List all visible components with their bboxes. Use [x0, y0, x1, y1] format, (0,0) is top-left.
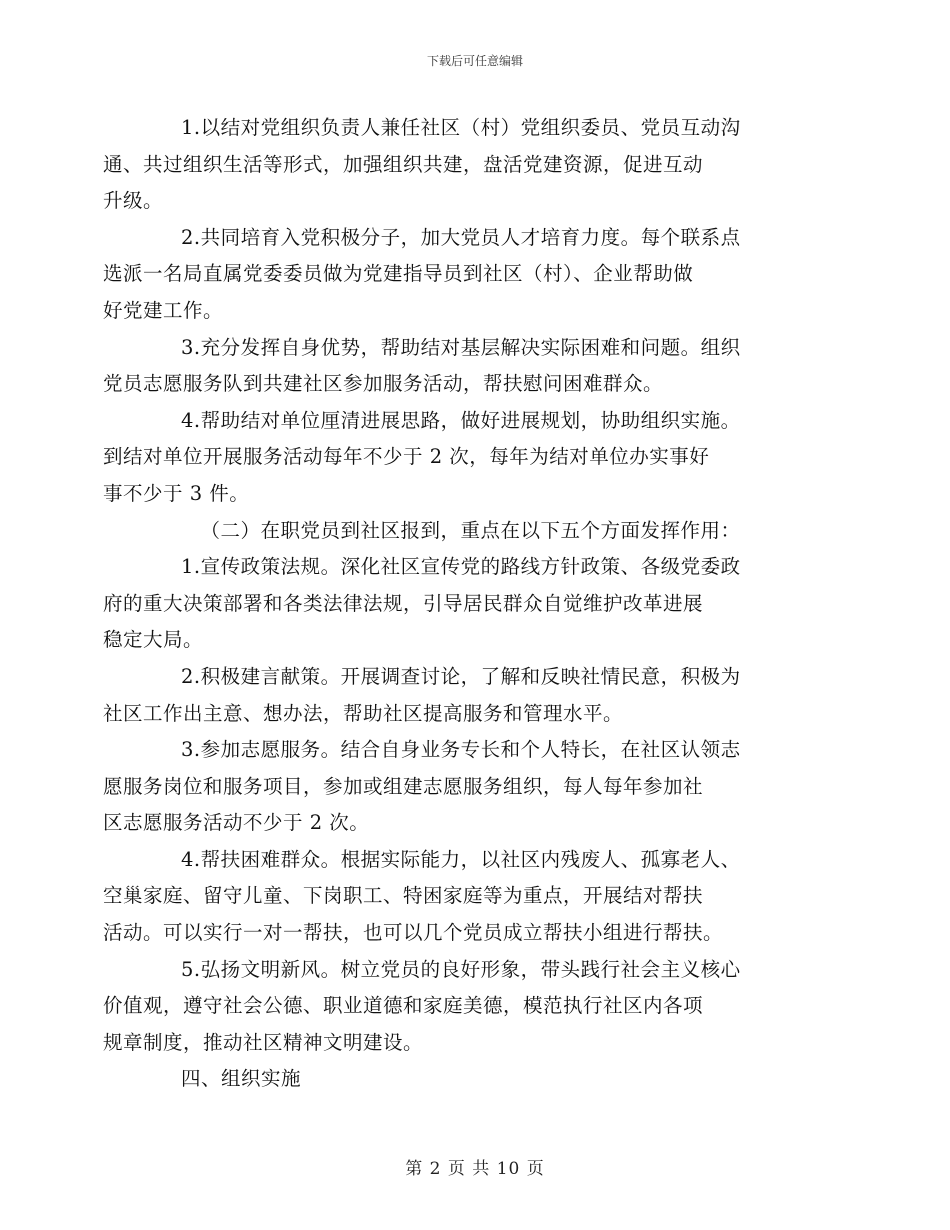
paragraph-3 — [103, 330, 810, 403]
text-line: 区志愿服务活动不少于 2 次。 — [103, 811, 370, 835]
paragraph-7 — [103, 732, 810, 842]
text-line: 升级。 — [103, 189, 164, 213]
text-line: 四、组织实施 — [181, 1067, 302, 1091]
text-line: 好党建工作。 — [103, 298, 224, 322]
text-line: 规章制度，推动社区精神文明建设。 — [103, 1030, 424, 1054]
text-line: 3.参加志愿服务。结合自身业务专长和个人特长，在社区认领志 — [181, 738, 741, 762]
text-line: 4.帮助结对单位厘清进展思路，做好进展规划，协助组织实施。 — [181, 408, 741, 432]
text-line: 府的重大决策部署和各类法律法规，引导居民群众自觉维护改革进展 — [103, 591, 704, 615]
text-line: 空巢家庭、留守儿童、下岗职工、特困家庭等为重点，开展结对帮扶 — [103, 884, 704, 908]
page-number-footer: 第 2 页 共 10 页 — [405, 1159, 545, 1179]
text-line: 1.宣传政策法规。深化社区宣传党的路线方针政策、各级党委政 — [181, 555, 741, 579]
section-heading-4 — [142, 1061, 810, 1098]
text-line: 稳定大局。 — [103, 628, 204, 652]
paragraph-4 — [103, 403, 810, 513]
paragraph-2 — [103, 220, 810, 330]
text-line: 通、共过组织生活等形式，加强组织共建，盘活党建资源，促进互动 — [103, 152, 704, 176]
text-line: 社区工作出主意、想办法，帮助社区提高服务和管理水平。 — [103, 701, 624, 725]
section-heading-2 — [142, 513, 810, 550]
text-line: 5.弘扬文明新风。树立党员的良好形象，带头践行社会主义核心 — [181, 957, 741, 981]
text-line: 2.共同培育入党积极分子，加大党员人才培育力度。每个联系点 — [181, 225, 741, 249]
text-line: 1.以结对党组织负责人兼任社区（村）党组织委员、党员互动沟 — [181, 116, 741, 139]
text-line: 4.帮扶困难群众。根据实际能力，以社区内残废人、孤寡老人、 — [181, 847, 741, 871]
page-header: 下载后可任意编辑 — [426, 54, 523, 68]
text-line: 3.充分发挥自身优势，帮助结对基层解决实际困难和问题。组织 — [181, 335, 741, 359]
text-line: 活动。可以实行一对一帮扶，也可以几个党员成立帮扶小组进行帮扶。 — [103, 921, 724, 945]
text-line: 到结对单位开展服务活动每年不少于 2 次，每年为结对单位办实事好 — [103, 445, 710, 469]
paragraph-5 — [103, 549, 810, 659]
text-line: 党员志愿服务队到共建社区参加服务活动，帮扶慰问困难群众。 — [103, 372, 664, 396]
text-line: 价值观，遵守社会公德、职业道德和家庭美德，模范执行社区内各项 — [103, 994, 704, 1018]
text-line: 选派一名局直属党委委员做为党建指导员到社区（村）、企业帮助做 — [103, 262, 694, 286]
text-line: 事不少于 3 件。 — [103, 481, 250, 505]
paragraph-1 — [103, 110, 810, 220]
text-line: 愿服务岗位和服务项目，参加或组建志愿服务组织，每人每年参加社 — [103, 774, 704, 798]
paragraph-8 — [103, 842, 810, 952]
document-body — [103, 110, 810, 1098]
paragraph-6 — [103, 659, 810, 732]
paragraph-9 — [103, 952, 810, 1062]
text-line: （二）在职党员到社区报到，重点在以下五个方面发挥作用： — [200, 518, 741, 542]
text-line: 2.积极建言献策。开展调查讨论，了解和反映社情民意，积极为 — [181, 664, 741, 688]
